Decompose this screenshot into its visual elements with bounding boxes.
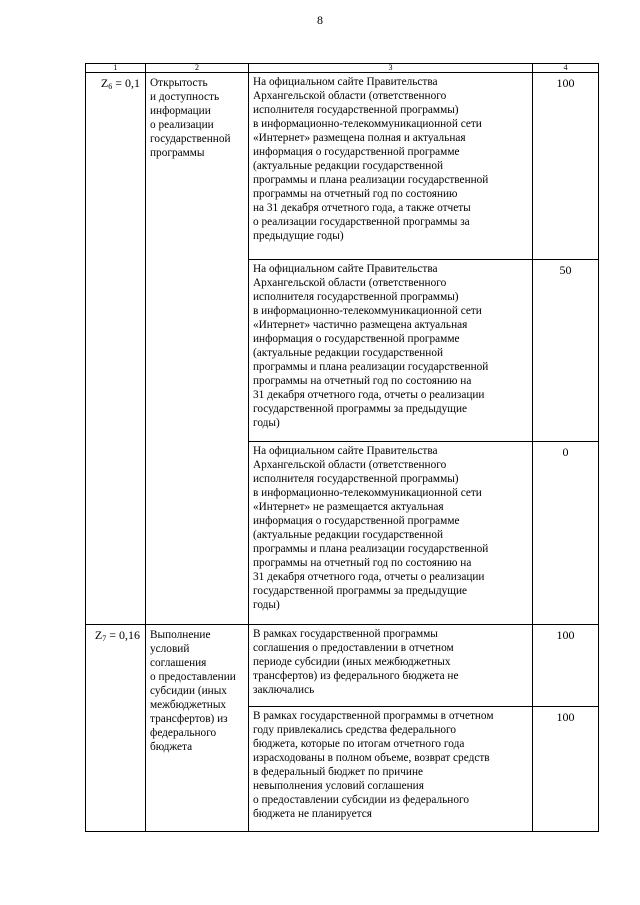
column-number-2: 2: [146, 64, 249, 73]
indicator-code: [86, 73, 146, 625]
table-row: [86, 625, 599, 707]
criterion-score: 100: [533, 73, 599, 260]
page-number: 8: [317, 13, 323, 27]
criterion-text: На официальном сайте Правительства Архангельской области (ответственного исполнителя государственной программы) в информационно-телекоммуникационной сети «Интернет» не размещается актуальная информация о государственной программе (актуальные редакции государственной программы и плана реализации государственной программы на отчетный год по состоянию на 31 декабря отчетного года, отчеты о реализации государственной программы за предыдущие годы): [249, 442, 533, 625]
table-row: [86, 73, 599, 260]
indicator-name: Выполнение условий соглашения о предоставлении субсидии (иных межбюджетных трансфертов) из федерального бюджета: [146, 625, 249, 832]
code-weight: = 0,1: [112, 76, 140, 90]
column-number-4: 4: [533, 64, 599, 73]
code-subscript: 6: [108, 82, 113, 91]
criterion-score: 100: [533, 707, 599, 832]
indicator-code: [86, 625, 146, 832]
column-number-row: [86, 64, 599, 73]
criterion-text: В рамках государственной программы соглашения о предоставлении в отчетном периоде субсидии (иных межбюджетных трансфертов) из федерального бюджета не заключались: [249, 625, 533, 707]
indicator-name: Открытость и доступность информации о реализации государственной программы: [146, 73, 249, 625]
criterion-score: 0: [533, 442, 599, 625]
criterion-text: На официальном сайте Правительства Архангельской области (ответственного исполнителя государственной программы) в информационно-телекоммуникационной сети «Интернет» размещена полная и актуальная информация о государственной программе (актуальные редакции государственной программы и плана реализации государственной программы на отчетный год по состоянию на 31 декабря отчетного года, а также отчеты о реализации государственной программы за предыдущие годы): [249, 73, 533, 260]
code-subscript: 7: [102, 634, 107, 643]
code-letter: Z: [100, 76, 109, 90]
column-number-1: 1: [86, 64, 146, 73]
criterion-text: В рамках государственной программы в отчетном году привлекались средства федерального бюджета, которые по итогам отчетного года израсходованы в полном объеме, возврат средств в федеральный бюджет по причине невыполнения условий соглашения о предоставлении субсидии из федерального бюджета не планируется: [249, 707, 533, 832]
column-number-3: 3: [249, 64, 533, 73]
code-letter: Z: [94, 628, 103, 642]
criterion-text: На официальном сайте Правительства Архангельской области (ответственного исполнителя государственной программы) в информационно-телекоммуникационной сети «Интернет» частично размещена актуальная информация о государственной программе (актуальные редакции государственной программы и плана реализации государственной программы на отчетный год по состоянию на 31 декабря отчетного года, отчеты о реализации государственной программы за предыдущие годы): [249, 260, 533, 442]
criteria-table: [85, 63, 599, 832]
code-weight: = 0,16: [106, 628, 140, 642]
criterion-score: 50: [533, 260, 599, 442]
criterion-score: 100: [533, 625, 599, 707]
